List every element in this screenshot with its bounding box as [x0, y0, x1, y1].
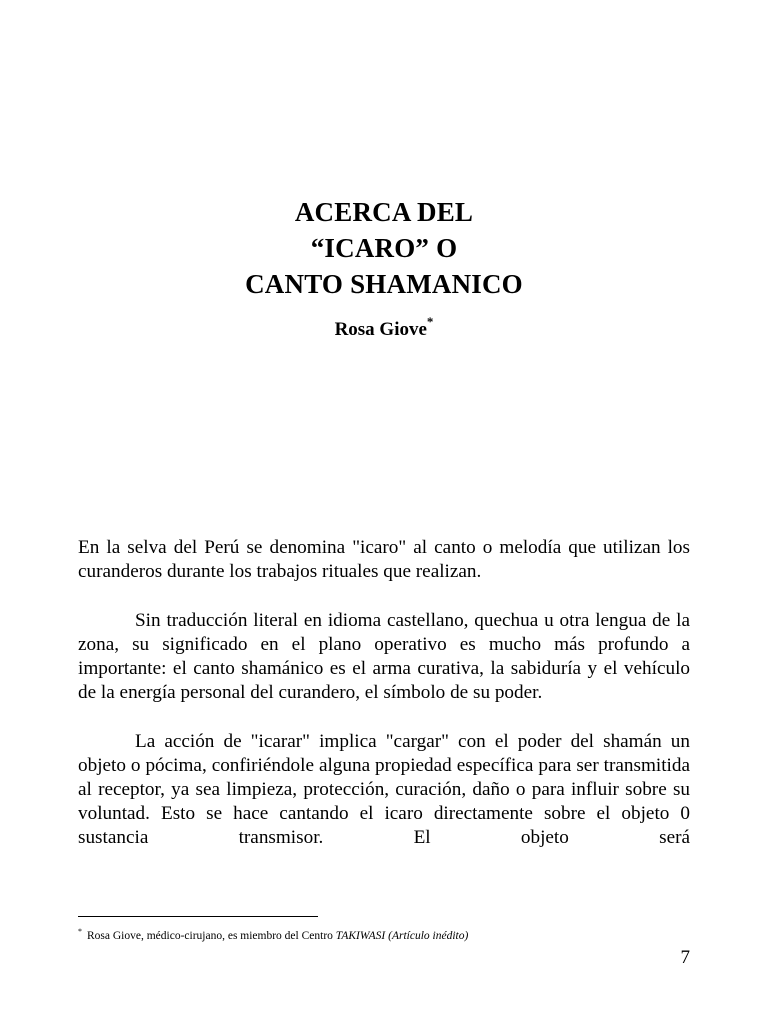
footnote-italic-text: TAKIWASI (Artículo inédito)	[335, 930, 469, 942]
footnote-marker: *	[78, 927, 82, 936]
title-line-3: CANTO SHAMANICO	[245, 269, 523, 299]
paragraph-1: En la selva del Perú se denomina "icaro" al canto o melodía que utilizan los curanderos durante los trabajos rituales que realizan.	[78, 537, 690, 583]
page-number: 7	[680, 947, 690, 968]
body-text	[78, 536, 690, 851]
paragraph-3: La acción de "icarar" implica "cargar" con el poder del shamán un objeto o pócima, confiriéndole alguna propiedad específica para ser transmitida al receptor, ya sea limpieza, protección, curación, daño o para influir sobre su voluntad. Esto se hace cantando el icaro directamente sobre el objeto 0 sustancia transmisor. El objeto será	[78, 730, 690, 849]
title-line-2: “ICARO” O	[310, 233, 458, 263]
paragraph-2: Sin traducción literal en idioma castellano, quechua u otra lengua de la zona, su significado en el plano operativo es mucho más profundo a importante: el canto shamánico es el arma curativa, la sabiduría y el vehículo de la energía personal del curandero, el símbolo de su poder.	[78, 609, 690, 704]
author-name: Rosa Giove	[334, 319, 427, 340]
author-footnote-marker: *	[426, 313, 434, 329]
footnote-text: Rosa Giove, médico-cirujano, es miembro del Centro	[87, 930, 336, 942]
footnote-separator	[78, 916, 318, 917]
article-title	[0, 194, 768, 302]
author-byline	[0, 313, 768, 342]
footnote	[78, 929, 690, 944]
title-line-1: ACERCA DEL	[294, 197, 474, 227]
